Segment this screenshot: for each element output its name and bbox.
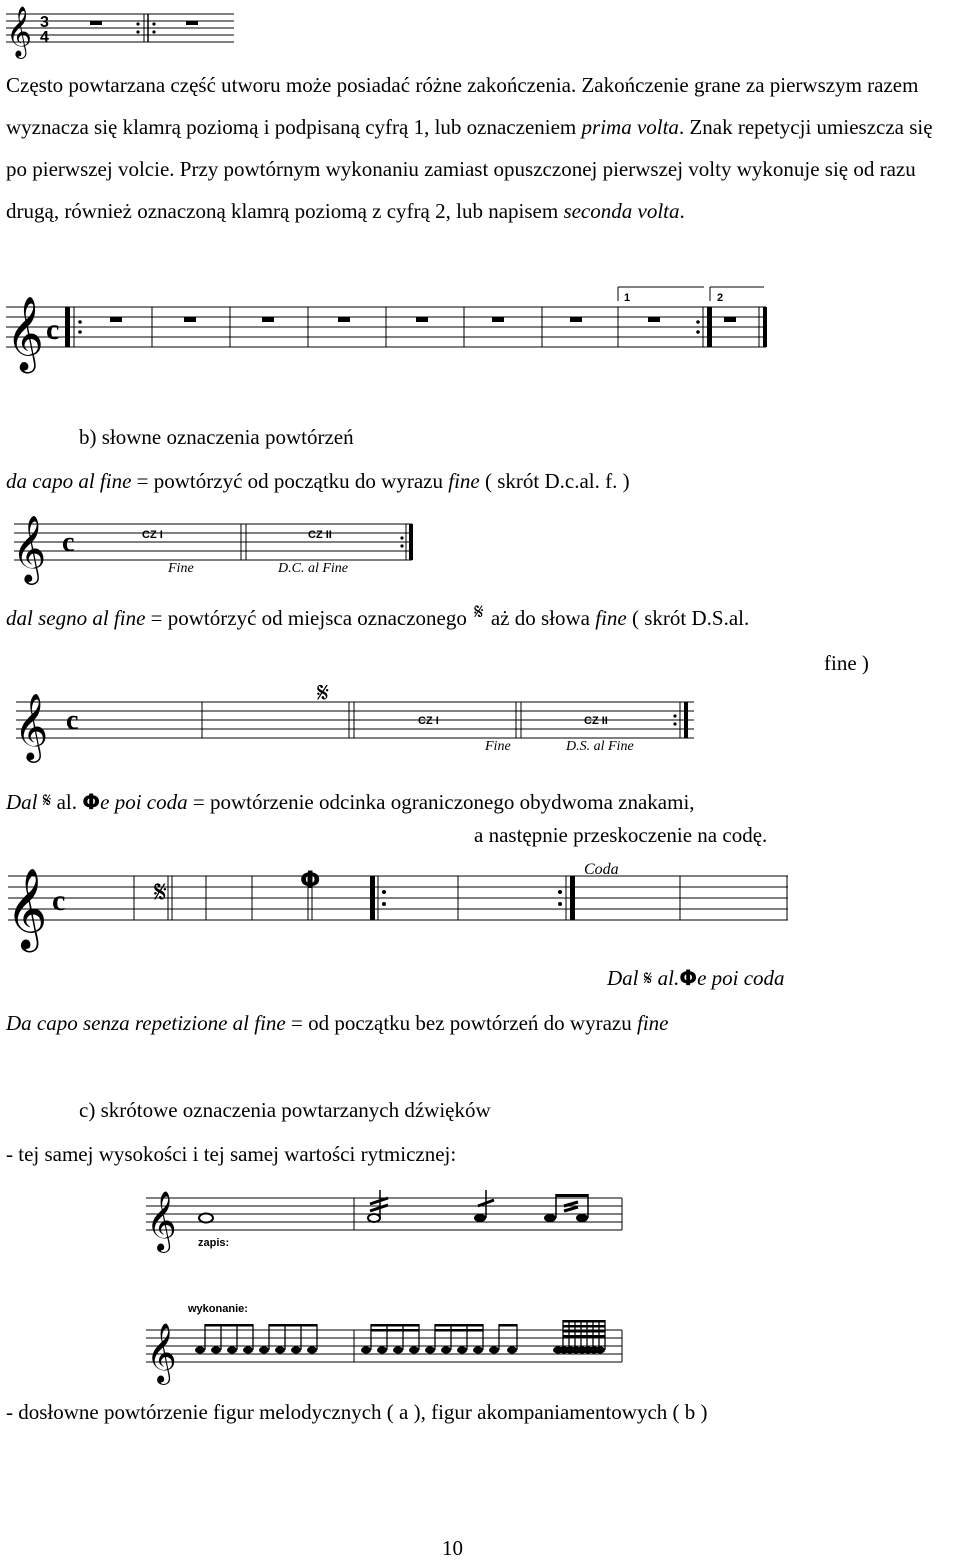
dacapo-abbr: ( skrót D.c.al. f. ) bbox=[479, 469, 630, 493]
dalsegno-text: = powtórzyć od miejsca oznaczonego bbox=[145, 606, 467, 630]
section-c-bullet1: - tej samej wysokości i tej samej wartości rytmicznej: bbox=[6, 1142, 457, 1166]
page-number: 10 bbox=[442, 1536, 463, 1560]
score-dal: Dal bbox=[607, 966, 639, 990]
note-beam bbox=[563, 1335, 605, 1338]
note-head bbox=[377, 1346, 387, 1353]
intro-paragraph bbox=[6, 64, 956, 232]
coda-label: Coda bbox=[584, 861, 619, 878]
part-1-label: CZ I bbox=[418, 715, 439, 727]
note-head bbox=[457, 1346, 467, 1353]
dalsegno-term: dal segno al fine bbox=[6, 606, 146, 630]
note-head bbox=[473, 1346, 483, 1353]
note-beam bbox=[371, 1329, 419, 1332]
common-time-icon: c bbox=[46, 313, 60, 346]
note-head bbox=[489, 1346, 499, 1353]
quarter-note bbox=[474, 1214, 486, 1222]
whole-rest bbox=[90, 21, 102, 25]
time-signature-bottom: 4 bbox=[40, 29, 49, 46]
treble-clef-icon: 𝄞 bbox=[6, 6, 33, 57]
note-head bbox=[409, 1346, 419, 1353]
segno-icon: 𝄋 bbox=[317, 676, 330, 709]
senza-fine-word: fine bbox=[636, 1011, 669, 1035]
segno-icon: 𝄋 bbox=[643, 966, 653, 990]
note-head bbox=[227, 1346, 237, 1353]
treble-clef-icon: 𝄞 bbox=[6, 297, 44, 371]
whole-rest bbox=[184, 317, 196, 322]
whole-rest bbox=[416, 317, 428, 322]
coda-dal: Dal bbox=[6, 790, 38, 814]
zapis-label: zapis: bbox=[198, 1237, 230, 1249]
whole-rest bbox=[186, 21, 198, 25]
staff-example-dalsegno bbox=[14, 676, 704, 760]
whole-rest bbox=[338, 317, 350, 322]
note-beam bbox=[563, 1330, 605, 1333]
score-epoi: e poi coda bbox=[697, 966, 785, 990]
note-head bbox=[425, 1346, 435, 1353]
segno-icon: 𝄋 bbox=[474, 600, 484, 625]
wykonanie-label: wykonanie: bbox=[188, 1303, 248, 1315]
volta-1-label: 1 bbox=[624, 292, 631, 304]
treble-clef-icon: 𝄞 bbox=[6, 867, 48, 949]
note-head bbox=[259, 1346, 269, 1353]
note-head bbox=[361, 1346, 371, 1353]
whole-rest bbox=[570, 317, 582, 322]
coda-text: = powtórzenie odcinka ograniczonego obydwoma znakami, bbox=[187, 790, 695, 814]
ds-al-fine-label: D.S. al Fine bbox=[566, 739, 634, 754]
note-beam bbox=[269, 1324, 317, 1327]
note-head bbox=[307, 1346, 317, 1353]
staff-example-zapis bbox=[144, 1180, 634, 1270]
note-head bbox=[275, 1346, 285, 1353]
treble-clef-icon: 𝄞 bbox=[14, 692, 49, 760]
note-head bbox=[595, 1346, 605, 1353]
treble-clef-icon: 𝄞 bbox=[146, 1191, 177, 1251]
coda-definition-line2: a następnie przeskoczenie na codę. bbox=[474, 823, 768, 847]
dacapo-term: da capo al fine bbox=[6, 469, 132, 493]
segno-icon: 𝄋 bbox=[154, 875, 167, 910]
dalsegno-abbr: ( skrót D.S.al. bbox=[626, 606, 750, 630]
italic-term: prima volta bbox=[581, 115, 679, 139]
section-c-bullet2: - dosłowne powtórzenie figur melodycznych ( a ), figur akompaniamentowych ( b ) bbox=[6, 1400, 708, 1424]
note-beam bbox=[563, 1325, 605, 1328]
part-2-label: CZ II bbox=[308, 529, 332, 541]
coda-icon: Φ bbox=[82, 790, 101, 814]
half-note bbox=[368, 1214, 380, 1222]
section-b-heading: b) słowne oznaczenia powtórzeń bbox=[79, 425, 354, 449]
coda-e-poi: e poi coda bbox=[100, 790, 188, 814]
time-signature-top: 3 bbox=[40, 14, 49, 31]
whole-rest bbox=[648, 317, 660, 322]
note-beam bbox=[435, 1329, 483, 1332]
note-head bbox=[195, 1346, 205, 1353]
section-c-heading: c) skrótowe oznaczenia powtarzanych dźwięków bbox=[79, 1098, 491, 1122]
dalsegno-abbr-line2: fine ) bbox=[824, 651, 869, 675]
coda-icon: Φ bbox=[679, 966, 698, 990]
volta-2-label: 2 bbox=[717, 292, 724, 304]
note-head bbox=[441, 1346, 451, 1353]
dc-al-fine-label: D.C. al Fine bbox=[278, 561, 348, 576]
coda-icon: Φ bbox=[300, 866, 321, 894]
note-beam bbox=[499, 1324, 517, 1327]
note-head bbox=[393, 1346, 403, 1353]
common-time-icon: c bbox=[66, 705, 79, 736]
whole-rest bbox=[724, 317, 736, 322]
note-head bbox=[291, 1346, 301, 1353]
treble-clef-icon: 𝄞 bbox=[12, 514, 47, 582]
intro-text: Często powtarzana część utworu może posiadać różne zakończenia. Zakończenie grane za pierwszym razem wyznacza się klamrą poziomą i podpisaną cyfrą 1, lub oznaczeniem bbox=[6, 73, 919, 139]
score-al: al. bbox=[652, 966, 680, 990]
dacapo-fine-word: fine bbox=[448, 469, 480, 493]
common-time-icon: c bbox=[62, 527, 75, 558]
staff-example-wykonanie bbox=[144, 1290, 634, 1385]
dacapo-definition bbox=[6, 469, 630, 493]
coda-definition bbox=[6, 790, 695, 814]
coda-score-label bbox=[607, 966, 785, 990]
coda-al: al. bbox=[51, 790, 83, 814]
segno-icon: 𝄋 bbox=[42, 788, 52, 812]
staff-example-volta bbox=[4, 285, 774, 371]
part-1-label: CZ I bbox=[142, 529, 163, 541]
whole-rest bbox=[110, 317, 122, 322]
common-time-icon: c bbox=[52, 884, 66, 917]
note-beam bbox=[435, 1324, 483, 1327]
dalsegno-rest: aż do słowa bbox=[485, 606, 596, 630]
staff-example-dacapo bbox=[12, 510, 422, 585]
part-2-label: CZ II bbox=[584, 715, 608, 727]
senza-definition bbox=[6, 1011, 668, 1035]
whole-note bbox=[199, 1214, 213, 1223]
dalsegno-fine-word: fine bbox=[595, 606, 627, 630]
note-beam bbox=[205, 1324, 253, 1327]
italic-term: seconda volta bbox=[563, 199, 680, 223]
intro-text: . bbox=[679, 199, 685, 223]
dacapo-text: = powtórzyć od początku do wyrazu bbox=[131, 469, 449, 493]
fine-label: Fine bbox=[168, 561, 194, 576]
note-beam bbox=[371, 1324, 419, 1327]
dalsegno-definition bbox=[6, 600, 750, 631]
intro-text: . Znak repetycji umieszcza się po pierwszej volcie. Przy powtórnym wykonaniu zamiast opuszczonej pierwszej volty wykonuje się od razu drugą, również oznaczoną klamrą poziomą z cyfrą 2, lub napisem bbox=[6, 115, 933, 223]
staff-example-time-signature bbox=[4, 2, 244, 57]
senza-term: Da capo senza repetizione al fine bbox=[6, 1011, 286, 1035]
note-head bbox=[243, 1346, 253, 1353]
senza-text: = od początku bez powtórzeń do wyrazu bbox=[285, 1011, 637, 1035]
staff-example-coda bbox=[6, 854, 806, 954]
note-beam bbox=[563, 1320, 605, 1323]
note-head bbox=[507, 1346, 517, 1353]
treble-clef-icon: 𝄞 bbox=[146, 1323, 177, 1383]
note-head bbox=[211, 1346, 221, 1353]
whole-rest bbox=[492, 317, 504, 322]
whole-rest bbox=[262, 317, 274, 322]
fine-label: Fine bbox=[485, 739, 511, 754]
